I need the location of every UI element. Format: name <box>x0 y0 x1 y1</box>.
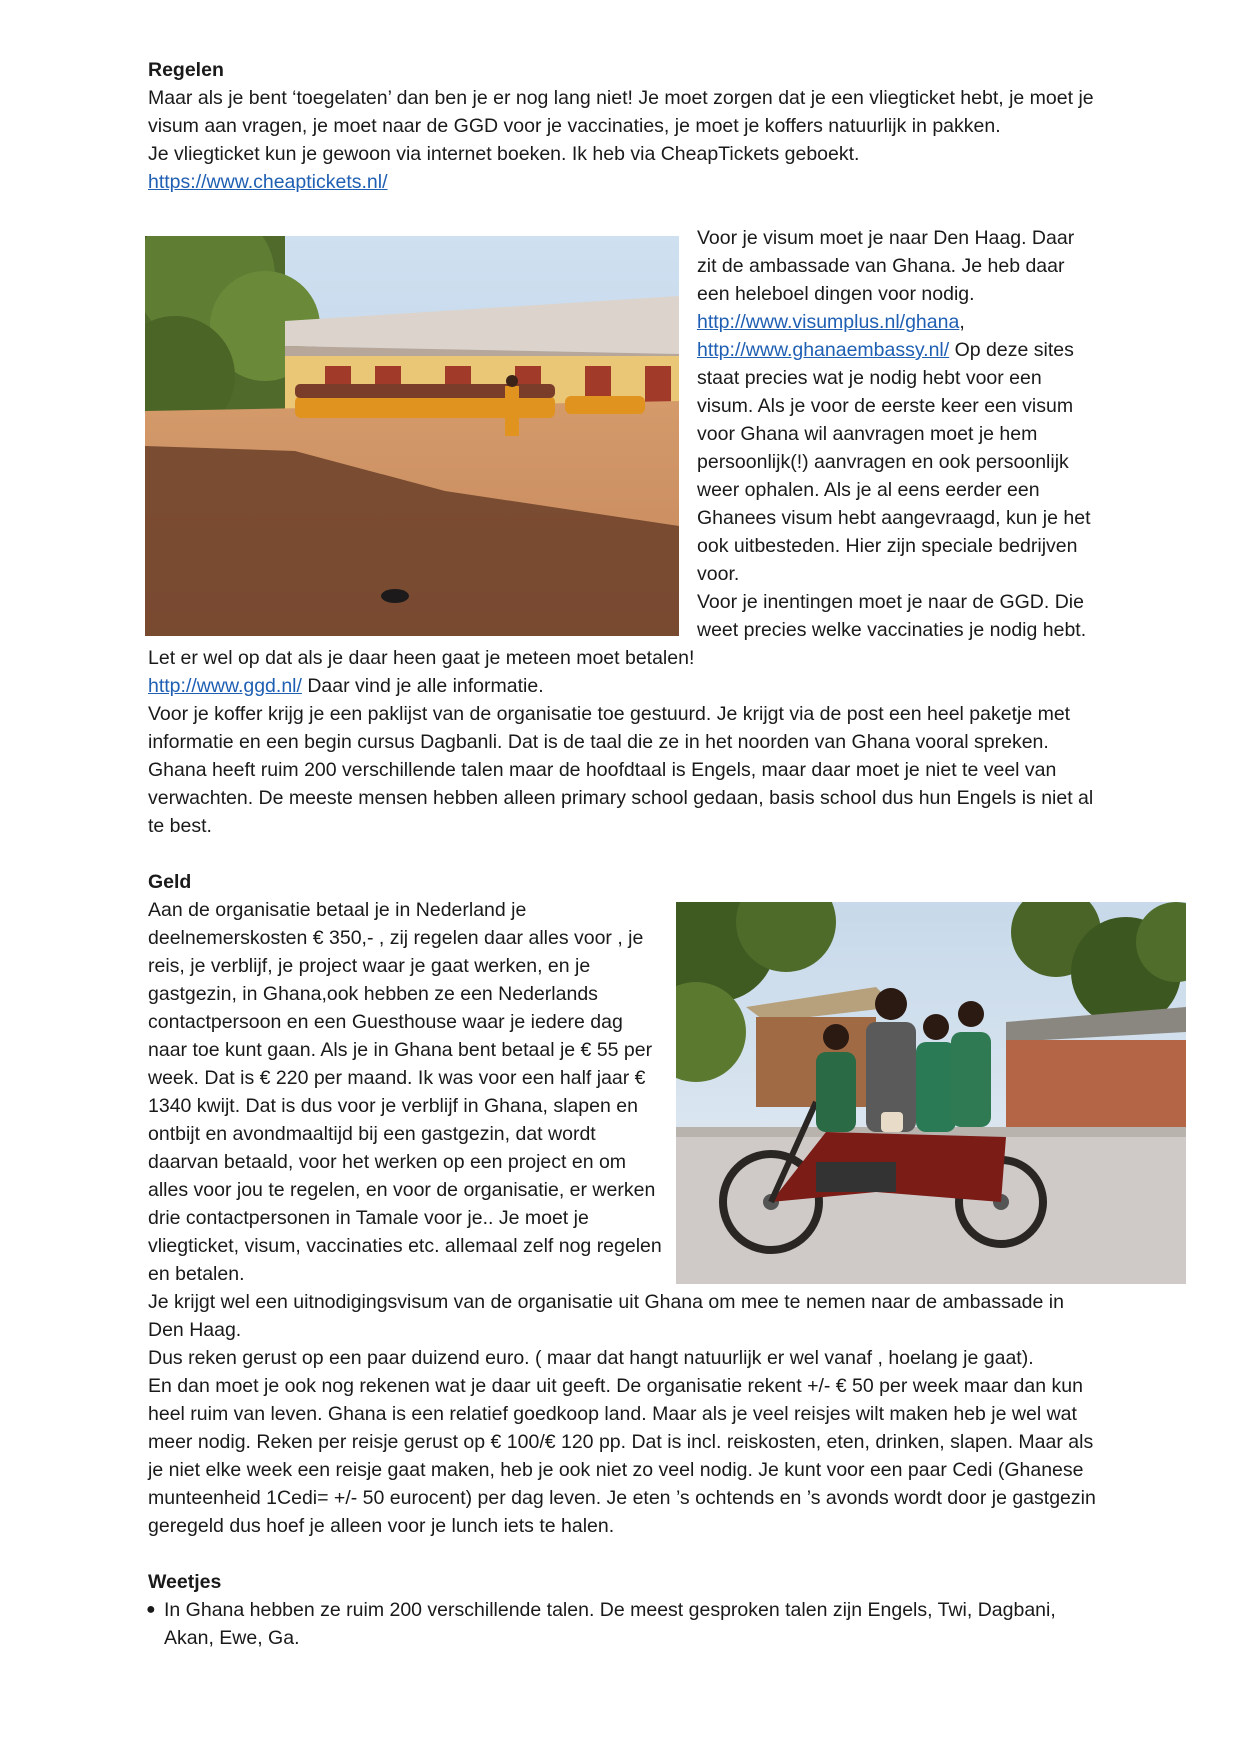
school-photo <box>145 236 679 636</box>
link-ghanaembassy[interactable]: http://www.ghanaembassy.nl/ <box>697 339 950 361</box>
spacer <box>148 196 1098 224</box>
school-yard-image <box>145 236 679 636</box>
spacer <box>148 1540 1098 1568</box>
link-cheaptickets[interactable]: https://www.cheaptickets.nl/ <box>148 171 388 193</box>
paragraph: Je vliegticket kun je gewoon via internet boeken. Ik heb via CheapTickets geboekt. <box>148 143 860 165</box>
document-page <box>148 56 1098 1652</box>
motorbike-image <box>676 902 1186 1284</box>
link-ggd[interactable]: http://www.ggd.nl/ <box>148 675 302 697</box>
paragraph: En dan moet je ook nog rekenen wat je daar uit geeft. De organisatie rekent +/- € 50 per week maar dan kun heel ruim van leven. Ghana is een relatief goedkoop land. Maar als je veel reisjes wilt maken heb je wel wat meer nodig. Reken per reisje gerust op € 100/€ 120 pp. Dat is incl. reiskosten, eten, drinken, slapen. Maar als je niet elke week een reisje gaat maken, heb je ook niet zo veel nodig. Je kunt voor een paar Cedi (Ghanese munteenheid 1Cedi= +/- 50 eurocent) per dag leven. Je eten ’s ochtends en ’s avonds wordt door je gastgezin geregeld dus hoef je alleen voor je lunch iets te halen. <box>148 1375 1096 1537</box>
section-heading-weetjes: Weetjes <box>148 1571 222 1593</box>
section-heading-geld: Geld <box>148 871 192 893</box>
list-item: ● In Ghana hebben ze ruim 200 verschillende talen. De meest gesproken talen zijn Engels, Twi, Dagbani, Akan, Ewe, Ga. <box>148 1596 1098 1652</box>
weetjes-list <box>148 1596 1098 1652</box>
paragraph: Maar als je bent ‘toegelaten’ dan ben je er nog lang niet! Je moet zorgen dat je een vliegticket hebt, je moet je visum aan vragen, je moet naar de GGD voor je vaccinaties, je moet je koffers natuurlijk in pakken. <box>148 87 1094 137</box>
paragraph: Dus reken gerust op een paar duizend euro. ( maar dat hangt natuurlijk er wel vanaf , hoelang je gaat). <box>148 1347 1034 1369</box>
paragraph: Je krijgt wel een uitnodigingsvisum van de organisatie uit Ghana om mee te nemen naar de ambassade in Den Haag. <box>148 1291 1064 1341</box>
link-visumplus[interactable]: http://www.visumplus.nl/ghana <box>697 311 960 333</box>
motorbike-photo <box>676 902 1186 1284</box>
paragraph: Voor je koffer krijg je een paklijst van de organisatie toe gestuurd. Je krijgt via de post een heel paketje met informatie en een begin cursus Dagbanli. Dat is de taal die ze in het noorden van Ghana vooral spreken. Ghana heeft ruim 200 verschillende talen maar de hoofdtaal is Engels, maar daar moet je niet te veel van verwachten. De meeste mensen hebben alleen primary school gedaan, basis school dus hun Engels is niet al te best. <box>148 703 1094 837</box>
paragraph-ggd: Voor je inentingen moet je naar de GGD. Die weet precies welke vaccinaties je nodig hebt. Let er wel op dat als je daar heen gaat je meteen moet betalen! <box>148 591 1087 669</box>
spacer <box>148 840 1098 868</box>
paragraph: Aan de organisatie betaal je in Nederland je deelnemerskosten € 350,- , zij regelen daar alles voor , je reis, je verblijf, je project waar je gaat werken, en je gastgezin, in Ghana,ook hebben ze een Nederlands contactpersoon en een Guesthouse waar je iedere dag naar toe kunt gaan. Als je in Ghana bent betaal je € 55 per week. Dat is € 220 per maand. Ik was voor een half jaar € 1340 kwijt. Dat is dus voor je verblijf in Ghana, slapen en ontbijt en avondmaaltijd bij een gastgezin, dat wordt daarvan betaald, voor het werken op een project en om alles voor jou te regelen, en voor de organisatie, er werken drie contactpersonen in Tamale voor je.. Je moet je vliegticket, visum, vaccinaties etc. allemaal zelf nog regelen en betalen. <box>148 899 662 1285</box>
section-heading-regelen: Regelen <box>148 59 224 81</box>
link-line: http://www.ggd.nl/ Daar vind je alle informatie. <box>148 675 544 697</box>
paragraph-visum: Voor je visum moet je naar Den Haag. Daar zit de ambassade van Ghana. Je heb daar een heleboel dingen voor nodig. http://www.visumplus.nl/ghana, http://www.ghanaembassy.nl/ Op deze sites staat precies wat je nodig hebt voor een visum. Als je voor de eerste keer een visum voor Ghana wil aanvragen moet je hem persoonlijk(!) aanvragen en ook persoonlijk weer ophalen. Als je al eens eerder een Ghanees visum hebt aangevraagd, kun je het ook uitbesteden. Hier zijn speciale bedrijven voor. <box>697 227 1091 585</box>
link-line <box>148 168 1098 196</box>
